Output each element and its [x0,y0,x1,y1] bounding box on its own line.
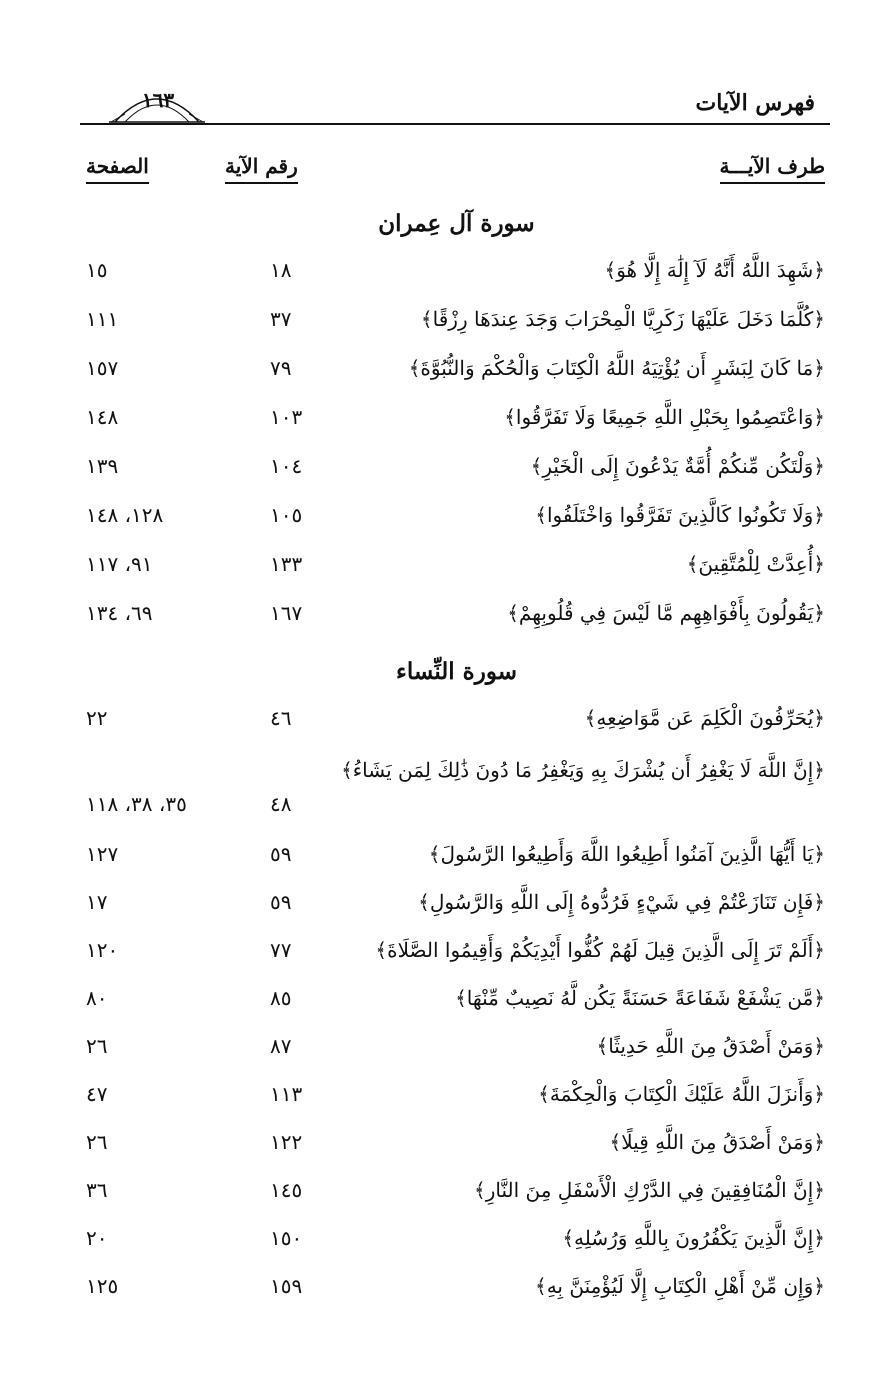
table-row [0,356,873,404]
verse-number: ٥٩ [270,842,292,866]
verse-number: ١٦٧ [270,601,303,625]
page-refs: ١٢٥ [86,1274,119,1298]
verse-number: ١٤٥ [270,1178,303,1202]
verse-text: ﴿وَلَا تَكُونُوا كَالَّذِينَ تَفَرَّقُوا وَاخْتَلَفُوا﴾ [535,503,825,527]
page-refs: ١٤٨ [86,405,119,429]
verse-text: ﴿إِنَّ اللَّهَ لَا يَغْفِرُ أَن يُشْرَكَ بِهِ وَيَغْفِرُ مَا دُونَ ذَٰلِكَ لِمَن يَشَاءُ﴾ [341,758,825,782]
verse-number: ١٨ [270,258,292,282]
verse-number: ٧٧ [270,938,292,962]
verse-number: ١١٣ [270,1082,303,1106]
verse-text: ﴿يُحَرِّفُونَ الْكَلِمَ عَن مَّوَاضِعِهِ﴾ [584,706,825,730]
page-refs: ٢٦ [86,1034,108,1058]
table-row [0,307,873,355]
verse-text: ﴿شَهِدَ اللَّهُ أَنَّهُ لَآ إِلَٰهَ إِلَّا هُوَ﴾ [604,258,825,282]
verse-text: ﴿إِنَّ الَّذِينَ يَكْفُرُونَ بِاللَّهِ وَرُسُلِهِ﴾ [562,1226,825,1250]
verse-text: ﴿وَمَنْ أَصْدَقُ مِنَ اللَّهِ حَدِيثًا﴾ [596,1034,825,1058]
page-refs: ١٢٨، ١٤٨ [86,503,164,527]
verse-text: ﴿كُلَّمَا دَخَلَ عَلَيْهَا زَكَرِيَّا الْمِحْرَابَ وَجَدَ عِندَهَا رِزْقًا﴾ [420,307,825,331]
verse-number: ٨٧ [270,1034,292,1058]
verse-number: ٤٦ [270,706,292,730]
verse-number: ١٠٣ [270,405,303,429]
table-row [0,986,873,1034]
verse-number: ١٥٠ [270,1226,303,1250]
table-row [0,1130,873,1178]
column-header-page [86,154,149,178]
page-refs: ١٧ [86,890,108,914]
table-row [0,706,873,754]
verse-text: ﴿يَا أَيُّهَا الَّذِينَ آمَنُوا أَطِيعُوا اللَّهَ وَأَطِيعُوا الرَّسُولَ﴾ [428,842,825,866]
column-header-number-label: رقم الآية [225,154,298,184]
verse-number: ١٢٢ [270,1130,303,1154]
page-refs: ١٢٧ [86,842,119,866]
verse-number: ١٠٥ [270,503,303,527]
page-refs: ٤٧ [86,1082,108,1106]
table-row [0,842,873,890]
page-refs: ٣٥، ٣٨، ١١٨ [86,792,187,816]
table-row [0,1226,873,1274]
table-row [0,748,873,836]
surah-heading: سورة آل عِمران [378,210,535,237]
verse-text: ﴿إِنَّ الْمُنَافِقِينَ فِي الدَّرْكِ الْأَسْفَلِ مِنَ النَّارِ﴾ [474,1178,825,1202]
verse-text: ﴿وَلْتَكُن مِّنكُمْ أُمَّةٌ يَدْعُونَ إِلَى الْخَيْرِ﴾ [530,454,825,478]
page-refs: ٦٩، ١٣٤ [86,601,153,625]
page-refs: ١٥ [86,258,108,282]
column-header-verse [720,154,825,178]
verse-text: ﴿مَا كَانَ لِبَشَرٍ أَن يُؤْتِيَهُ اللَّهُ الْكِتَابَ وَالْحُكْمَ وَالنُّبُوَّةَ﴾ [408,356,825,380]
table-row [0,1082,873,1130]
table-row [0,1178,873,1226]
page-refs: ٢٢ [86,706,108,730]
verse-text: ﴿أَلَمْ تَرَ إِلَى الَّذِينَ قِيلَ لَهُمْ كُفُّوا أَيْدِيَكُمْ وَأَقِيمُوا الصَّلَاةَ﴾ [375,938,825,962]
verse-number: ٤٨ [270,792,292,816]
column-header-page-label: الصفحة [86,154,149,184]
table-row [0,552,873,600]
page-refs: ١٥٧ [86,356,119,380]
page-refs: ٩١، ١١٧ [86,552,153,576]
verse-number: ٨٥ [270,986,292,1010]
table-row [0,1274,873,1322]
table-row [0,601,873,649]
table-row [0,1034,873,1082]
column-header-number [225,154,298,178]
verse-text: ﴿فَإِن تَنَازَعْتُمْ فِي شَيْءٍ فَرُدُّوهُ إِلَى اللَّهِ وَالرَّسُولِ﴾ [418,890,825,914]
page-refs: ٣٦ [86,1178,108,1202]
verse-number: ٧٩ [270,356,292,380]
page-refs: ١١١ [86,307,119,331]
page-refs: ٨٠ [86,986,108,1010]
table-row [0,454,873,502]
verse-text: ﴿وَاعْتَصِمُوا بِحَبْلِ اللَّهِ جَمِيعًا وَلَا تَفَرَّقُوا﴾ [504,405,825,429]
page-number: ١٦٣ [141,88,175,112]
verse-number: ٣٧ [270,307,292,331]
verse-number: ١٥٩ [270,1274,303,1298]
verse-text: ﴿يَقُولُونَ بِأَفْوَاهِهِم مَّا لَيْسَ فِي قُلُوبِهِمْ﴾ [507,601,825,625]
surah-heading: سورة النِّساء [396,658,517,685]
verse-text: ﴿وَإِن مِّنْ أَهْلِ الْكِتَابِ إِلَّا لَيُؤْمِنَنَّ بِهِ﴾ [534,1274,825,1298]
column-header-verse-label: طرف الآيـــة [720,154,825,184]
page-refs: ١٣٩ [86,454,119,478]
verse-text: ﴿مَّن يَشْفَعْ شَفَاعَةً حَسَنَةً يَكُن لَّهُ نَصِيبٌ مِّنْهَا﴾ [455,986,825,1010]
table-row [0,890,873,938]
table-row [0,503,873,551]
table-row [0,258,873,306]
page-title: فهرس الآيات [695,90,815,116]
verse-number: ٥٩ [270,890,292,914]
verse-text: ﴿أُعِدَّتْ لِلْمُتَّقِينَ﴾ [686,552,825,576]
table-row [0,405,873,453]
page-refs: ٢٠ [86,1226,108,1250]
page-refs: ١٢٠ [86,938,119,962]
verse-text: ﴿وَأَنزَلَ اللَّهُ عَلَيْكَ الْكِتَابَ وَالْحِكْمَةَ﴾ [538,1082,825,1106]
header-divider [80,123,830,125]
verse-text: ﴿وَمَنْ أَصْدَقُ مِنَ اللَّهِ قِيلًا﴾ [609,1130,825,1154]
page-refs: ٢٦ [86,1130,108,1154]
verse-number: ١٣٣ [270,552,303,576]
verse-number: ١٠٤ [270,454,303,478]
table-row [0,938,873,986]
